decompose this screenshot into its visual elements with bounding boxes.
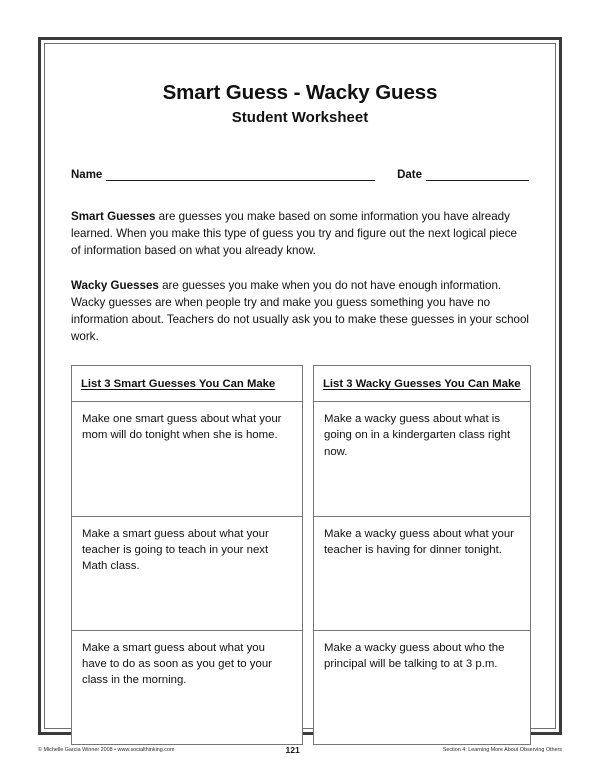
table-column-gap xyxy=(303,365,313,745)
table-row[interactable] xyxy=(72,517,302,631)
page-subtitle: Student Worksheet xyxy=(231,108,369,126)
wacky-guess-answer-3: Make a wacky guess about who the principal will be talking to at 3 p.m. xyxy=(324,641,505,671)
smart-guess-definition-lead: Smart Guesses xyxy=(71,209,156,223)
name-input[interactable] xyxy=(106,168,375,181)
title-block xyxy=(71,82,529,127)
smart-guess-table xyxy=(71,365,303,745)
smart-guess-answer-2: Make a smart guess about what your teacher is going to teach in your next Math class. xyxy=(82,527,269,572)
wacky-guess-table xyxy=(313,365,531,745)
date-input[interactable] xyxy=(426,168,529,181)
wacky-guess-definition xyxy=(71,277,529,345)
smart-guess-answer-1: Make one smart guess about what your mom will do tonight when she is home. xyxy=(82,413,282,442)
smart-guess-definition xyxy=(71,208,529,259)
smart-guess-table-header-label: List 3 Smart Guesses You Can Make xyxy=(81,378,276,391)
date-label: Date xyxy=(397,168,422,181)
name-label: Name xyxy=(71,168,103,181)
page-title: Smart Guess - Wacky Guess xyxy=(162,81,438,104)
smart-guess-answer-3: Make a smart guess about what you have to do as soon as you get to your class in the morning. xyxy=(82,641,272,687)
wacky-guess-table-header xyxy=(314,366,530,402)
worksheet-page-border-inner xyxy=(44,43,556,729)
footer-page-number: 121 xyxy=(285,745,300,755)
table-row[interactable] xyxy=(314,631,530,744)
wacky-guess-answer-1: Make a wacky guess about what is going on in a kindergarten class right now. xyxy=(324,413,511,458)
smart-guess-definition-body: are guesses you make based on some information you have already learned. When you make this type of guess you try and figure out the next logical piece of information based on what you already know. xyxy=(71,209,517,258)
wacky-guess-table-header-label: List 3 Wacky Guesses You Can Make xyxy=(323,378,521,391)
footer-section: Section 4: Learning More About Observing Others xyxy=(442,747,562,753)
table-row[interactable] xyxy=(72,631,302,744)
name-date-row xyxy=(71,168,529,181)
wacky-guess-definition-lead: Wacky Guesses xyxy=(71,279,159,293)
smart-guess-table-header xyxy=(72,366,302,402)
wacky-guess-answer-2: Make a wacky guess about what your teacher is having for dinner tonight. xyxy=(324,527,514,556)
answer-tables xyxy=(71,365,529,745)
worksheet-page-border xyxy=(38,37,562,735)
page-footer xyxy=(38,742,562,758)
table-row[interactable] xyxy=(314,517,530,631)
footer-copyright: © Michelle Garcia Winner 2008 • www.socialthinking.com xyxy=(38,747,175,753)
table-row[interactable] xyxy=(314,402,530,516)
table-row[interactable] xyxy=(72,402,302,516)
worksheet-content xyxy=(45,44,555,728)
wacky-guess-definition-body: are guesses you make when you do not have enough information. Wacky guesses are when people try and make you guess something you have no information about. Teachers do not usually ask you to make these guesses in your school work. xyxy=(71,279,530,344)
